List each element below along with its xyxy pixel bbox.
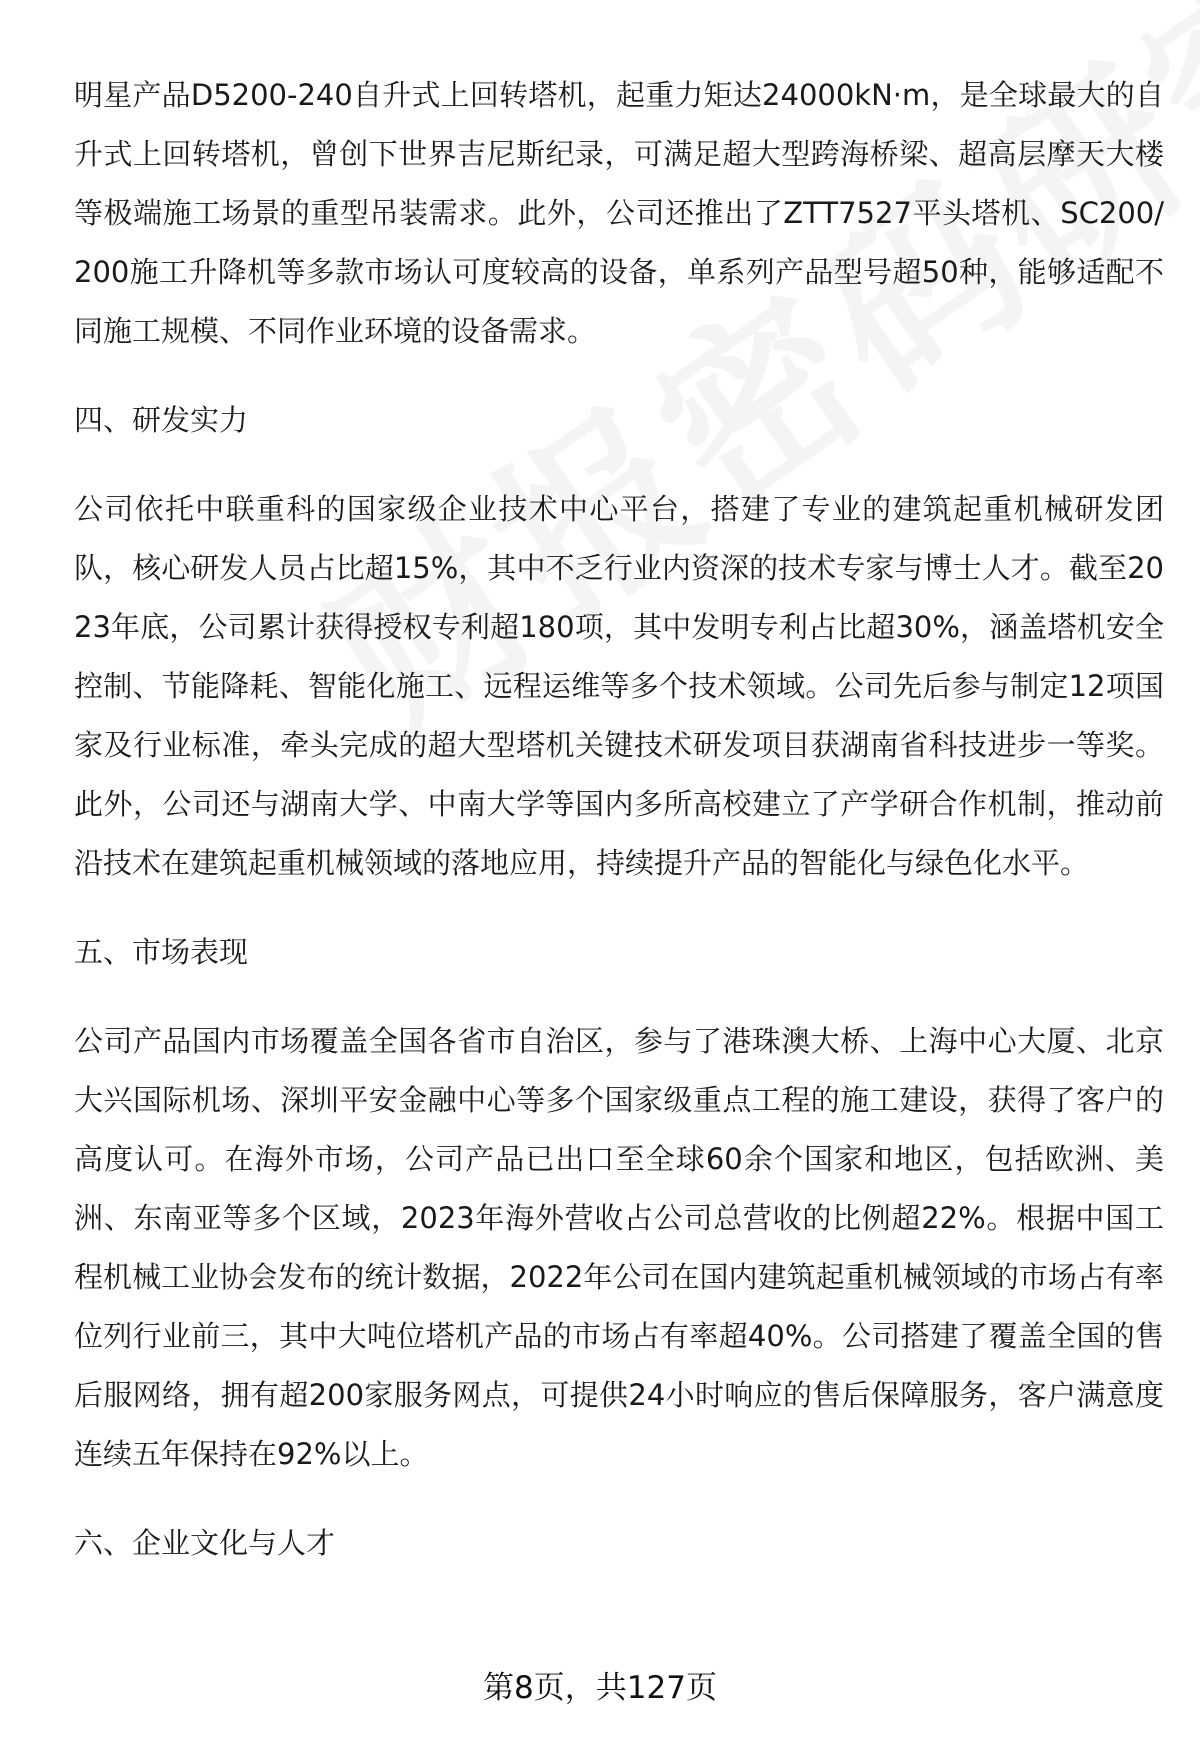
section-heading-market: 五、市场表现 xyxy=(74,935,249,969)
market-paragraph: 公司产品国内市场覆盖全国各省市自治区，参与了港珠澳大桥、上海中心大厦、北京大兴国际机场、深圳平安金融中心等多个国家级重点工程的施工建设，获得了客户的高度认可。在海外市场，公司产品已出口至全球60余个国家和地区，包括欧洲、美洲、东南亚等多个区域，2023年海外营收占公司总营收的比例超22%。根据中国工程机械工业协会发布的统计数据，2022年公司在国内建筑起重机械领域的市场占有率位列行业前三，其中大吨位塔机产品的市场占有率超40%。公司搭建了覆盖全国的售后服网络，拥有超200家服务网点，可提供24小时响应的售后保障服务，客户满意度连续五年保持在92%以上。 xyxy=(74,1024,1164,1471)
page-number: 第8页，共127页 xyxy=(483,1670,717,1706)
section-heading-culture: 六、企业文化与人才 xyxy=(74,1526,336,1560)
intro-paragraph: 明星产品D5200-240自升式上回转塔机，起重力矩达24000kN·m，是全球最大的自升式上回转塔机，曾创下世界吉尼斯纪录，可满足超大型跨海桥梁、超高层摩天大楼等极端施工场景的重型吊装需求。此外，公司还推出了ZTT7527平头塔机、SC200/200施工升降机等多款市场认可度较高的设备，单系列产品型号超50种，能够适配不同施工规模、不同作业环境的设备需求。 xyxy=(74,78,1164,348)
rd-paragraph: 公司依托中联重科的国家级企业技术中心平台，搭建了专业的建筑起重机械研发团队，核心研发人员占比超15%，其中不乏行业内资深的技术专家与博士人才。截至2023年底，公司累计获得授权专利超180项，其中发明专利占比超30%，涵盖塔机安全控制、节能降耗、智能化施工、远程运维等多个技术领域。公司先后参与制定12项国家及行业标准，牵头完成的超大型塔机关键技术研发项目获湖南省科技进步一等奖。此外，公司还与湖南大学、中南大学等国内多所高校建立了产学研合作机制，推动前沿技术在建筑起重机械领域的落地应用，持续提升产品的智能化与绿色化水平。 xyxy=(74,492,1164,880)
section-heading-rd: 四、研发实力 xyxy=(74,403,249,437)
document-body xyxy=(74,66,1164,1573)
